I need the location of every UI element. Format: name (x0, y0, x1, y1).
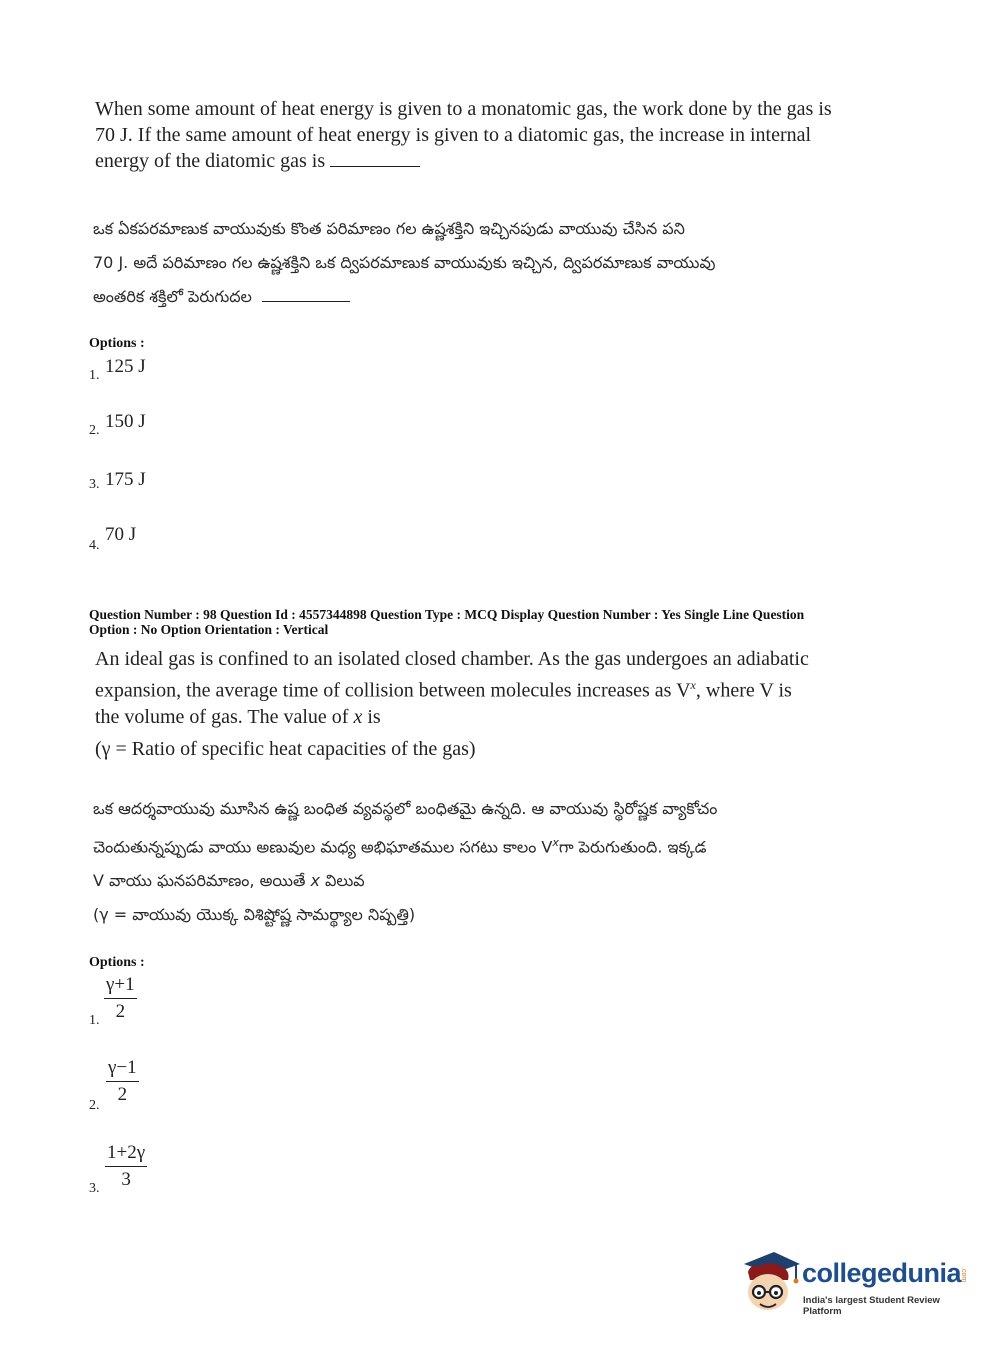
fraction-numerator: 1+2γ (105, 1140, 147, 1167)
fraction-numerator: γ+1 (104, 972, 137, 999)
option-number: 4. (89, 538, 100, 553)
fraction-denominator: 2 (117, 1084, 128, 1105)
q2-options-label: Options : (89, 955, 145, 970)
answer-blank (262, 300, 350, 302)
option-fraction (104, 972, 137, 1025)
q1-english-line: 70 J. If the same amount of heat energy is given to a diatomic gas, the increase in internal (95, 124, 812, 146)
q2-english-text (95, 646, 875, 762)
logo-wordmark: collegedunia (802, 1258, 962, 1288)
answer-blank (330, 165, 420, 167)
option-fraction (106, 1055, 139, 1108)
option-value: 175 J (105, 469, 146, 490)
q2-meta (89, 607, 889, 637)
q1-telugu-line: అంతరిక శక్తిలో పెరుగుదల (93, 280, 883, 314)
q1-option-3[interactable] (89, 469, 389, 503)
option-number: 3. (89, 477, 100, 492)
q2-meta-line: Option : No Option Orientation : Vertical (89, 622, 329, 637)
q2-english-line: An ideal gas is confined to an isolated closed chamber. As the gas undergoes an adiabatic (95, 648, 809, 670)
q1-english-line: When some amount of heat energy is given to a monatomic gas, the work done by the gas is (95, 98, 832, 120)
q1-option-1[interactable] (89, 356, 389, 390)
option-number: 1. (89, 368, 100, 383)
q2-telugu-line: (γ = వాయువు యొక్క విశిష్టోష్ణ సామర్థ్యాల నిష్పత్తి) (93, 905, 416, 925)
q2-telugu-line: V వాయు ఘనపరిమాణం, అయితే x విలువ (93, 871, 365, 891)
q1-english-text (95, 96, 875, 174)
q2-telugu-line: ఒక ఆదర్శవాయువు మూసిన ఉష్ణ బంధిత వ్యవస్థలో బంధితమై ఉన్నది. ఆ వాయువు స్థిరోష్ణక వ్యాకోచం (93, 799, 718, 818)
option-number: 3. (89, 1181, 100, 1196)
q1-telugu-line: 70 J. అదే పరిమాణం గల ఉష్ణశక్తిని ఒక ద్విపరమాణుక వాయువుకు ఇచ్చిన, ద్విపరమాణుక వాయువు (93, 253, 716, 272)
q1-option-4[interactable] (89, 524, 389, 558)
option-fraction (105, 1140, 147, 1193)
q1-option-2[interactable] (89, 411, 389, 445)
q2-english-line: the volume of gas. The value of x is (95, 705, 381, 728)
q1-telugu-line: ఒక ఏకపరమాణుక వాయువుకు కొంత పరిమాణం గల ఉష్ణశక్తిని ఇచ్చినపుడు వాయువు చేసిన పని (93, 219, 685, 238)
option-number: 2. (89, 1098, 100, 1113)
option-number: 1. (89, 1013, 100, 1028)
q2-english-line: expansion, the average time of collision between molecules increases as $V^x$, where V is (95, 678, 792, 702)
logo-suffix: .com (960, 1267, 967, 1283)
fraction-denominator: 3 (121, 1169, 131, 1190)
q2-telugu-text (93, 792, 883, 932)
q2-english-line: (γ = Ratio of specific heat capacities of the gas) (95, 737, 476, 760)
fraction-denominator: 2 (115, 1001, 126, 1022)
logo-tagline: India's largest Student Review Platform (803, 1295, 940, 1317)
graduate-mascot-icon (740, 1250, 802, 1318)
q2-meta-line: Question Number : 98 Question Id : 4557344898 Question Type : MCQ Display Question Number : Yes Single Line Question (89, 607, 805, 622)
option-number: 2. (89, 423, 100, 438)
q1-english-line: energy of the diatomic gas is (95, 148, 875, 174)
option-value: 150 J (105, 411, 146, 432)
q1-options-label: Options : (89, 336, 145, 351)
option-value: 70 J (105, 524, 137, 545)
collegedunia-logo (740, 1250, 980, 1320)
q1-telugu-text (93, 212, 883, 314)
fraction-numerator: γ−1 (106, 1055, 139, 1082)
q2-telugu-line: చెందుతున్నప్పుడు వాయు అణువుల మధ్య అభిఘాతముల సగటు కాలం $V^xగా$ పెరుగుతుంది. ఇక్కడ (93, 836, 707, 857)
option-value: 125 J (105, 356, 146, 377)
